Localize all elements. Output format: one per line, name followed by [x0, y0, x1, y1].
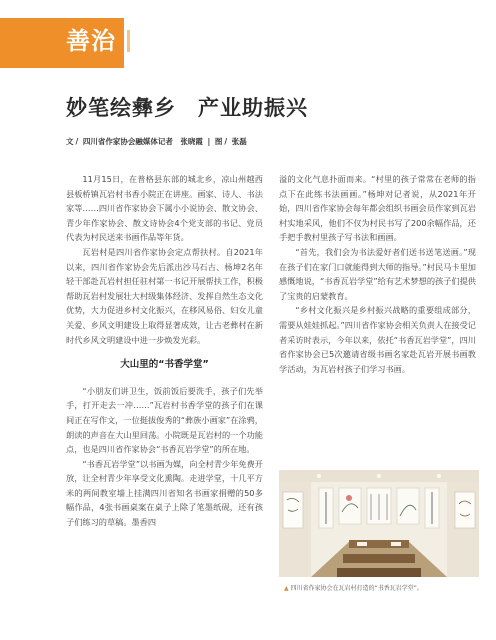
byline-separator: / [75, 137, 79, 146]
paragraph: 11月15日，在普格县东部的城北乡，凉山州越西县板桥镇瓦岩村书香小院正在讲座。画家、诗人、书法家等……四川省作家协会下属小小说协会、散文协会、青少年作家协会、散文诗协会4个党支部的书记、党员代表为村民送来书画作品等年货。 [66, 174, 263, 243]
article-headline [66, 92, 308, 122]
caption-triangle-icon: ▲ [284, 585, 289, 592]
byline-photo-prefix: 图 [214, 137, 223, 146]
article-column-left [66, 172, 263, 530]
section-divider-bar [127, 30, 130, 52]
paragraph: “小朋友们讲卫生，饭前饭后要洗手，孩子们先举手，打开走去一冲……”瓦岩村书香学堂的孩子们在课间正在写作文，一位挺拔俊秀的“彝族小画家”在涂鸦，朗读的声音在大山里回荡。小院既是瓦岩村的一个功能点，也是四川省作家协会“书香瓦岩学堂”的所在地。 [66, 385, 263, 455]
article-byline [66, 136, 249, 147]
paragraph: “书香瓦岩学堂”以书画为媒，向全村青少年免费开放，让全村青少年享受文化熏陶。走进学堂，十几平方米的两间教室墙上挂满四川省知名书画家捐赠的50多幅作品，4张书画桌案在桌子上除了笔墨纸砚，还有孩子们练习的草稿。墨香四 [66, 458, 263, 528]
byline-text-prefix: 文 [66, 137, 74, 146]
paragraph: “乡村文化振兴是乡村振兴战略的重要组成部分，需要从娃娃抓起。”四川省作家协会相关负责人在接受记者采访时表示，今年以来，依托“书香瓦岩学堂”，四川省作家协会已5次邀请省级书画名家赴瓦岩开展书画教学活动，为瓦岩村孩子们学习书画。 [279, 305, 476, 374]
article-column-right [279, 172, 476, 376]
paragraph: 瓦岩村是四川省作家协会定点帮扶村。自2021年以来，四川省作家协会先后派出沙马石古、杨坤2名年轻干部赴瓦岩村担任驻村第一书记开展帮扶工作，积极帮助瓦岩村发展壮大村级集体经济、发挥自然生态文化优势，大力促进乡村文化振兴，在移风易俗、妇女儿童关爱、乡风文明建设上取得显著成效，让古老彝村在新时代乡风文明建设中进一步焕发光彩。 [66, 246, 263, 345]
classroom-photo [279, 470, 479, 577]
byline-separator: / [224, 137, 228, 146]
byline-author: 四川省作家协会融媒体记者 张晓霞 [82, 137, 203, 146]
headline-right: 产业助振兴 [198, 96, 308, 120]
classroom-illustration [279, 470, 479, 577]
section-label: 善治 [66, 27, 116, 55]
section-subheading: 大山里的“书香学堂” [120, 359, 209, 371]
paragraph: “首先，我们会为书法爱好者们送书送笔送画。”现在孩子们在家门口就能得到大师的指导。”村民马卡里加感慨地说，“书香瓦岩学堂”给有艺术梦想的孩子们提供了宝贵的启蒙教育。 [279, 246, 476, 301]
paragraph: 溢的文化气息扑面而来。“村里的孩子常常在老师的指点下在此练书法画画。”杨坤对记者说，从2021年开始，四川省作家协会每年都会组织书画会员作家到瓦岩村实地采风，他们不仅为村民书写了200余幅作品，还手把手教村里孩子写书法和画画。 [279, 174, 476, 243]
photo-caption-text: 四川省作家协会在瓦岩村打造的“书香瓦岩学堂”。 [290, 585, 423, 592]
photo-caption [284, 583, 423, 592]
headline-left: 妙笔绘彝乡 [66, 96, 176, 120]
byline-separator: | [207, 137, 211, 146]
byline-photographer: 张磊 [231, 137, 247, 146]
